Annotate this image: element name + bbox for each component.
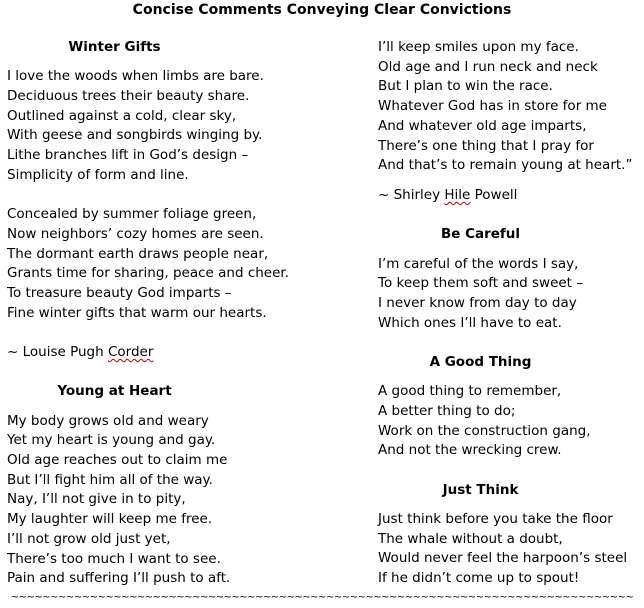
page-title: Concise Comments Conveying Clear Convictions bbox=[132, 2, 512, 18]
author-suffix: Powell bbox=[470, 186, 518, 203]
poem-line: I love the woods when limbs are bare. bbox=[7, 68, 264, 85]
poem-line: I never know from day to day bbox=[378, 294, 577, 311]
be-careful-lines bbox=[378, 255, 640, 334]
poem-line: Fine winter gifts that warm our hearts. bbox=[7, 304, 267, 321]
left-column bbox=[7, 38, 307, 589]
poem-line: There’s too much I want to see. bbox=[7, 550, 221, 567]
poem-title-just-think: Just Think bbox=[442, 481, 519, 498]
young-at-heart-lines bbox=[7, 412, 307, 589]
poem-title-winter-gifts: Winter Gifts bbox=[68, 39, 161, 55]
poem-line: Would never feel the harpoon’s steel bbox=[378, 550, 628, 567]
author-prefix: ~ Shirley bbox=[378, 186, 445, 203]
poem-line: Which ones I’ll have to eat. bbox=[378, 314, 562, 331]
poem-title-a-good-thing: A Good Thing bbox=[429, 354, 532, 371]
author-name-spellcheck: Hile bbox=[444, 186, 471, 203]
author-winter-gifts bbox=[7, 343, 307, 363]
poem-line: The whale without a doubt, bbox=[378, 530, 563, 547]
poem-line: I’m careful of the words I say, bbox=[378, 255, 579, 272]
poem-line: Nay, I’ll not give in to pity, bbox=[7, 491, 186, 508]
poem-title-young-at-heart: Young at Heart bbox=[57, 383, 172, 400]
poem-line: My body grows old and weary bbox=[7, 412, 209, 429]
poem-line: Simplicity of form and line. bbox=[7, 166, 189, 183]
author-prefix: ~ Louise Pugh bbox=[7, 344, 108, 361]
poem-line: Work on the construction gang, bbox=[378, 422, 591, 439]
poem-line: Lithe branches lift in God’s design – bbox=[7, 147, 249, 164]
poem-line: Old age reaches out to claim me bbox=[7, 452, 228, 469]
poem-line: Outlined against a cold, clear sky, bbox=[7, 107, 237, 124]
winter-gifts-stanza-1 bbox=[7, 67, 307, 185]
poem-line: But I plan to win the race. bbox=[378, 78, 553, 95]
poem-line: The dormant earth draws people near, bbox=[7, 245, 269, 262]
young-at-heart-continued bbox=[378, 38, 640, 176]
a-good-thing-lines bbox=[378, 382, 640, 461]
poem-line: A better thing to do; bbox=[378, 402, 516, 419]
poem-line: But I’ll fight him all of the way. bbox=[7, 471, 213, 488]
poem-line: Pain and suffering I’ll push to aft. bbox=[7, 570, 231, 587]
poem-line: Grants time for sharing, peace and cheer. bbox=[7, 265, 290, 282]
right-column bbox=[378, 38, 640, 589]
poem-line: Now neighbors’ cozy homes are seen. bbox=[7, 225, 264, 242]
poem-line: With geese and songbirds winging by. bbox=[7, 127, 263, 144]
poem-line: To treasure beauty God imparts – bbox=[7, 284, 232, 301]
poem-line: And not the wrecking crew. bbox=[378, 442, 562, 459]
winter-gifts-stanza-2 bbox=[7, 205, 307, 323]
poem-line: Yet my heart is young and gay. bbox=[7, 432, 216, 449]
poem-line: Old age and I run neck and neck bbox=[378, 58, 598, 75]
poem-line: My laughter will keep me free. bbox=[7, 511, 213, 528]
author-name-spellcheck: Corder bbox=[107, 344, 154, 361]
poem-title-be-careful: Be Careful bbox=[440, 226, 521, 243]
poem-line: A good thing to remember, bbox=[378, 383, 562, 400]
poem-line: To keep them soft and sweet – bbox=[378, 275, 584, 292]
poem-line: Deciduous trees their beauty share. bbox=[7, 87, 250, 104]
just-think-lines bbox=[378, 510, 640, 589]
poem-line: If he didn’t come up to spout! bbox=[378, 570, 580, 587]
poem-line: I’ll keep smiles upon my face. bbox=[378, 39, 579, 55]
author-young-at-heart bbox=[378, 186, 640, 206]
poem-line: And that’s to remain young at heart.” bbox=[378, 157, 633, 174]
poem-line: Whatever God has in store for me bbox=[378, 98, 607, 115]
tilde-divider: ~~~~~~~~~~~~~~~~~~~~~~~~~~~~~~~~~~~~~~~~~~~~~~~~~~~~~~~~~~~~~~~~~~~~~~~~~~~~~~~ bbox=[10, 592, 634, 603]
poem-line: Just think before you take the floor bbox=[378, 510, 613, 527]
poem-line: I’ll not grow old just yet, bbox=[7, 530, 171, 547]
poem-line: There’s one thing that I pray for bbox=[378, 137, 594, 154]
poem-line: Concealed by summer foliage green, bbox=[7, 206, 257, 223]
poem-line: And whatever old age imparts, bbox=[378, 117, 587, 134]
